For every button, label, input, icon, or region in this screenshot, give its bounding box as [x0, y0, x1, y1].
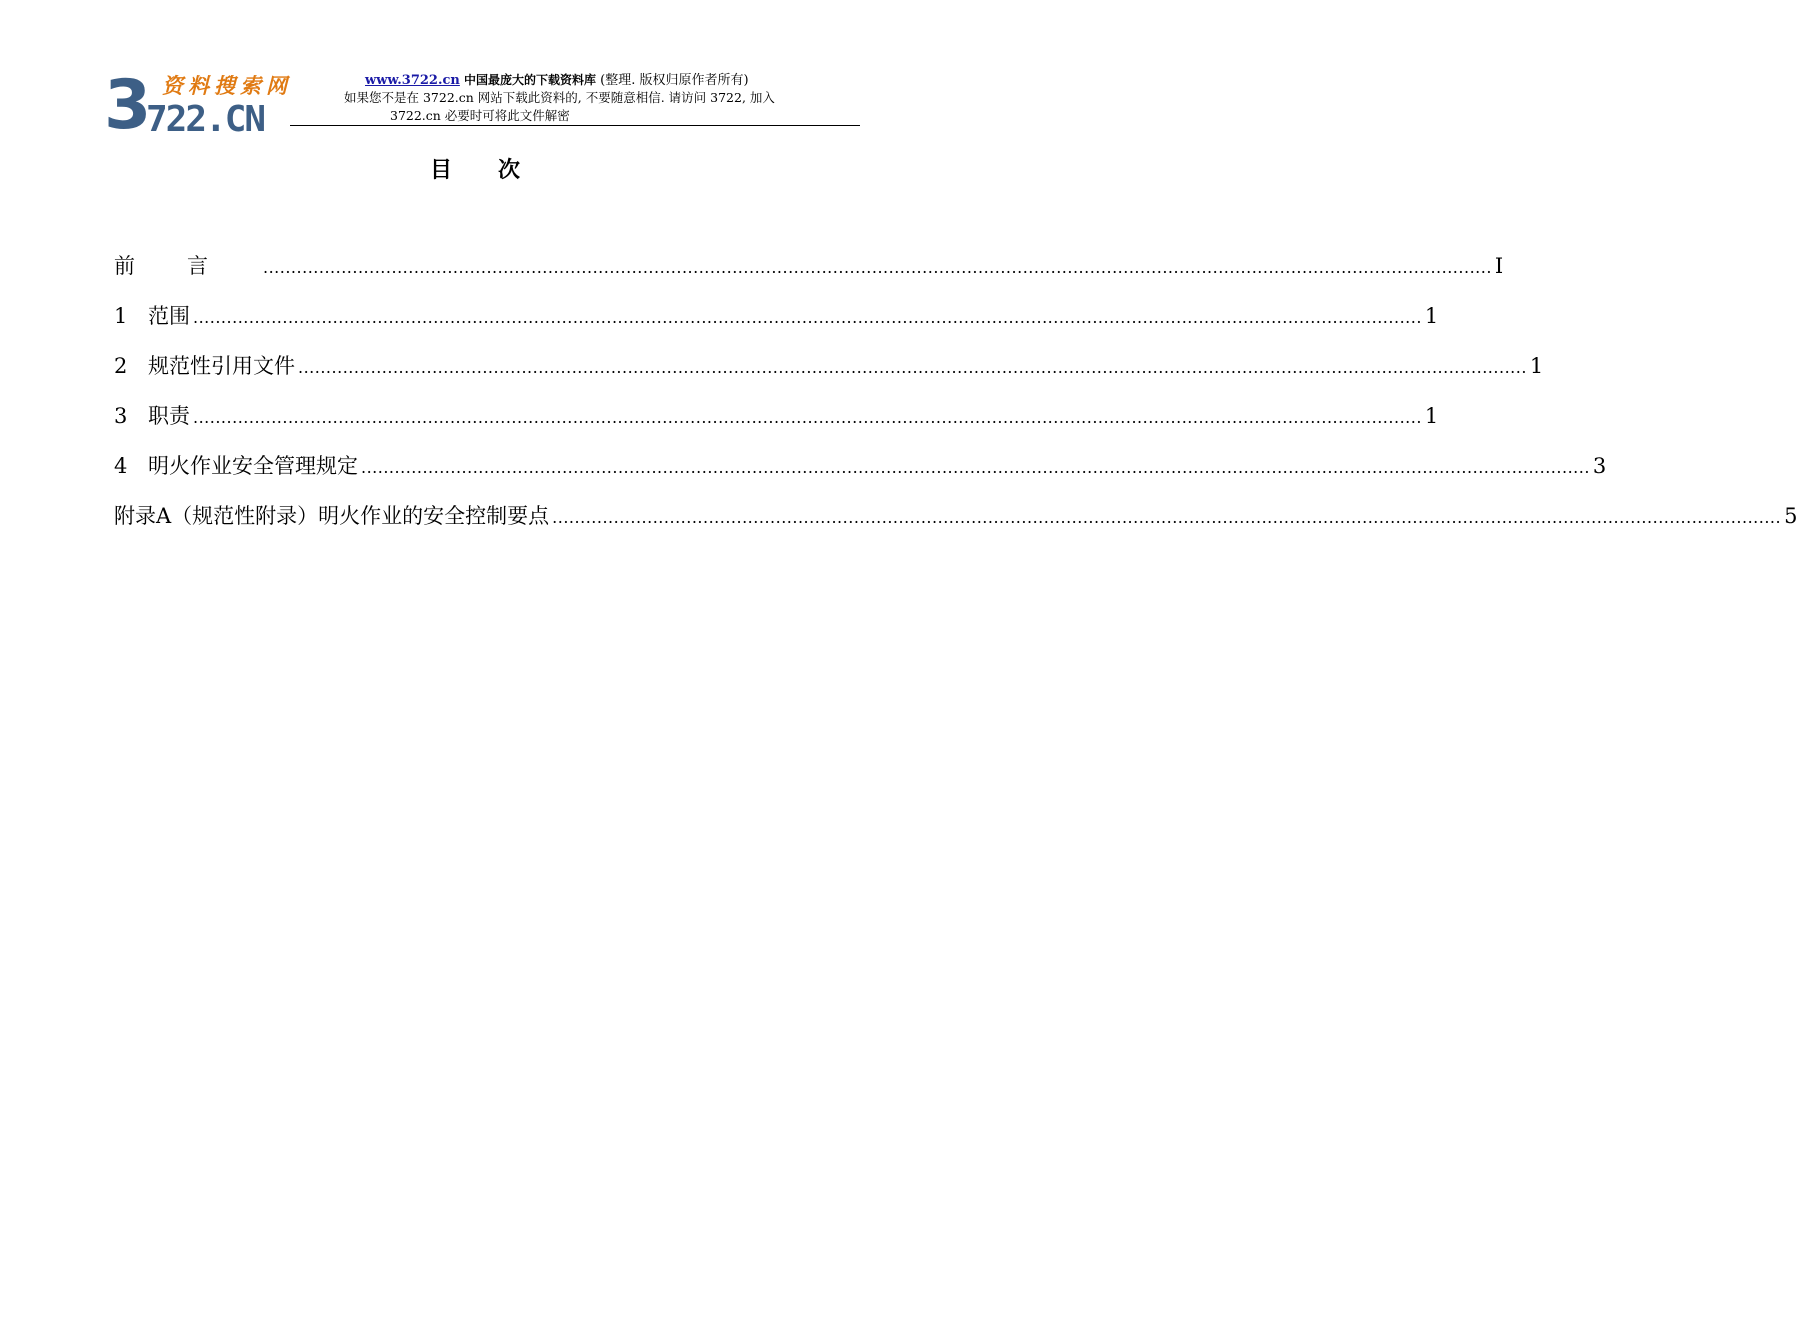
- toc-leader-dots: ............................................................................................................................................................................................................................: [193, 408, 1422, 427]
- toc-page-number: 1: [1424, 404, 1439, 428]
- toc-page-number: 3: [1592, 454, 1607, 478]
- toc-page-number: I: [1494, 254, 1504, 278]
- toc-leader-dots: ............................................................................................................................................................................................................................: [263, 258, 1492, 277]
- site-logo[interactable]: [104, 66, 294, 145]
- toc-entry-appendix-a[interactable]: [114, 500, 1797, 550]
- toc-entry-label: 规范性引用文件: [148, 354, 295, 378]
- toc-entry-text: [114, 450, 358, 480]
- toc-entry-scope[interactable]: [114, 300, 1439, 350]
- toc-entry-label: 明火作业安全管理规定: [148, 454, 358, 478]
- copyright-note: (整理. 版权归原作者所有): [600, 73, 749, 88]
- toc-page-number: 1: [1424, 304, 1439, 328]
- logo-domain: 722.CN: [146, 99, 265, 140]
- toc-entry-responsibilities[interactable]: [114, 400, 1439, 450]
- toc-entry-normative-references[interactable]: [114, 350, 1544, 400]
- toc-page-number: 1: [1529, 354, 1544, 378]
- table-of-contents: [114, 250, 1797, 550]
- toc-entry-label: 前言: [114, 254, 260, 278]
- toc-leader-dots: ............................................................................................................................................................................................................................: [193, 308, 1422, 327]
- toc-entry-number: 1: [114, 304, 128, 328]
- site-tagline: 中国最庞大的下载资料库: [464, 73, 597, 87]
- toc-entry-number: 2: [114, 354, 128, 378]
- header-line-3: 3722.cn 必要时可将此文件解密: [390, 108, 570, 123]
- toc-entry-number: 4: [114, 454, 128, 478]
- toc-leader-dots: ............................................................................................................................................................................................................................: [298, 358, 1527, 377]
- page-title: 目次: [429, 158, 566, 183]
- toc-leader-dots: ............................................................................................................................................................................................................................: [361, 458, 1590, 477]
- site-link[interactable]: www.3722.cn: [365, 73, 460, 88]
- toc-entry-label: 范围: [148, 304, 190, 328]
- logo-tagline: 资料搜索网: [162, 74, 292, 98]
- header-divider: [290, 125, 860, 126]
- toc-entry-number: 3: [114, 404, 128, 428]
- logo-digit: 3: [104, 66, 152, 145]
- toc-entry-text: [114, 400, 190, 430]
- header-line-2: 如果您不是在 3722.cn 网站下载此资料的, 不要随意相信. 请访问 3722, 加入: [344, 90, 775, 105]
- page-header: [0, 0, 950, 145]
- toc-entry-text: [114, 350, 295, 380]
- header-line-1: [365, 69, 749, 88]
- toc-entry-label: 附录A（规范性附录）明火作业的安全控制要点: [114, 504, 550, 528]
- toc-entry-preface[interactable]: [114, 250, 1504, 300]
- toc-leader-dots: ............................................................................................................................................................................................................................: [552, 508, 1782, 527]
- toc-entry-text: [114, 300, 190, 330]
- toc-page-number: 5: [1784, 504, 1797, 528]
- toc-entry-open-fire-rules[interactable]: [114, 450, 1607, 500]
- toc-entry-label: 职责: [148, 404, 190, 428]
